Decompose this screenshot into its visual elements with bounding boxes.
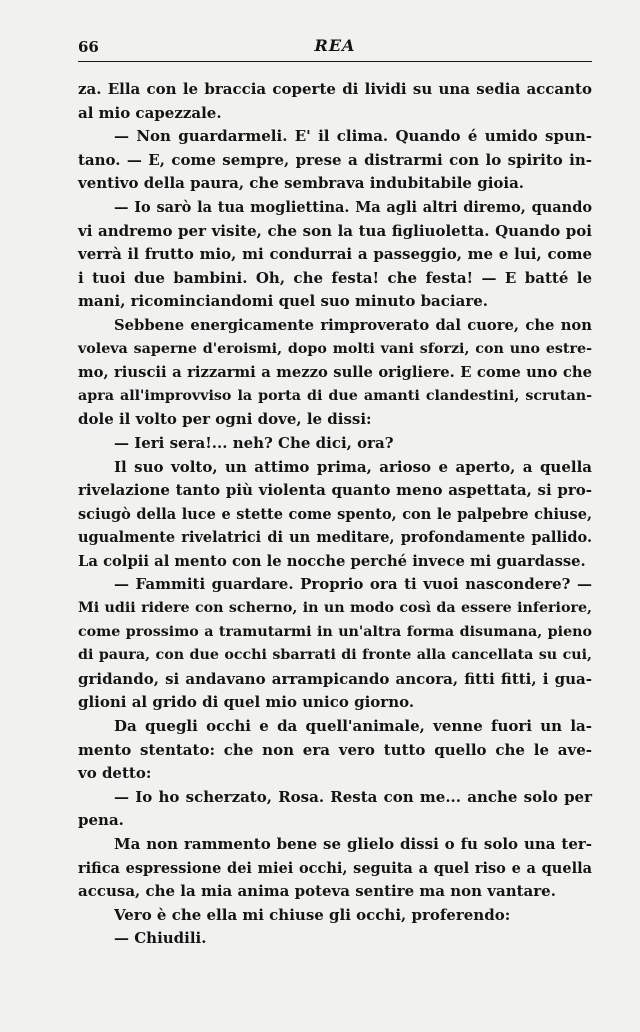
- text-line: Mi udii ridere con scherno, in un modo così da essere inferiore,: [78, 600, 592, 617]
- text-line: — Io sarò la tua mogliettina. Ma agli altri diremo, quando: [114, 198, 592, 216]
- text-line: accusa, che la mia anima poteva sentire ma non vantare.: [78, 882, 556, 901]
- paragraph: [78, 432, 592, 456]
- text-line: rivelazione tanto più violenta quanto meno aspettata, si pro-: [78, 481, 592, 500]
- text-line: — Io ho scherzato, Rosa. Resta con me... anche solo per: [114, 787, 592, 806]
- text-line: Il suo volto, un attimo prima, arioso e aperto, a quella: [114, 457, 592, 476]
- text-line: al mio capezzale.: [78, 103, 222, 122]
- text-line: mani, ricominciandomi quel suo minuto baciare.: [78, 292, 488, 311]
- paragraph: [78, 125, 592, 196]
- paragraph: [78, 196, 592, 314]
- paragraph: [78, 927, 592, 951]
- running-title: REA: [314, 36, 356, 55]
- text-line: — Non guardarmeli. E' il clima. Quando é umido spun-: [114, 127, 592, 146]
- text-line: Vero è che ella mi chiuse gli occhi, proferendo:: [114, 905, 511, 924]
- text-line: di paura, con due occhi sbarrati di fronte alla cancellata su cui,: [78, 647, 592, 664]
- text-line: tano. — E, come sempre, prese a distrarmi con lo spirito in-: [78, 150, 592, 169]
- text-line: sciugò della luce e stette come spento, con le palpebre chiuse,: [78, 505, 592, 523]
- page-number: 66: [78, 38, 99, 56]
- text-line: Ma non rammento bene se glielo dissi o fu solo una ter-: [114, 835, 592, 853]
- text-line: za. Ella con le braccia coperte di lividi su una sedia accanto: [78, 80, 592, 98]
- text-line: glioni al grido di quel mio unico giorno.: [78, 693, 415, 712]
- text-line: come prossimo a tramutarmi in un'altra forma disumana, pieno: [78, 623, 592, 640]
- body-text: [78, 78, 592, 951]
- paragraph: [78, 314, 592, 432]
- paragraph: [78, 573, 592, 715]
- text-line: voleva saperne d'eroismi, dopo molti vani sforzi, con uno estre-: [78, 340, 592, 357]
- header-rule: [78, 61, 592, 62]
- text-line: apra all'improvviso la porta di due amanti clandestini, scrutan-: [78, 387, 592, 404]
- text-line: Da quegli occhi e da quell'animale, venne fuori un la-: [114, 717, 592, 736]
- paragraph: [78, 786, 592, 833]
- text-line: pena.: [78, 811, 124, 830]
- text-line: i tuoi due bambini. Oh, che festa! che festa! — E batté le: [78, 268, 592, 287]
- text-line: vo detto:: [78, 764, 152, 783]
- paragraph: [78, 904, 592, 928]
- paragraph: [78, 715, 592, 786]
- text-line: ugualmente rivelatrici di un meditare, profondamente pallido.: [78, 529, 592, 547]
- page-header: [78, 34, 592, 64]
- text-line: gridando, si andavano arrampicando ancora, fitti fitti, i gua-: [78, 669, 592, 688]
- text-line: — Ieri sera!... neh? Che dici, ora?: [114, 433, 394, 452]
- paragraph: [78, 78, 592, 125]
- text-line: verrà il frutto mio, mi condurrai a passeggio, me e lui, come: [78, 245, 592, 264]
- text-line: ventivo della paura, che sembrava indubitabile gioia.: [78, 174, 525, 193]
- text-line: Sebbene energicamente rimproverato dal cuore, che non: [114, 316, 592, 334]
- text-line: rifica espressione dei miei occhi, seguita a quel riso e a quella: [78, 859, 592, 877]
- text-line: La colpii al mento con le nocche perché invece mi guardasse.: [78, 552, 586, 570]
- paragraph: [78, 456, 592, 574]
- text-line: dole il volto per ogni dove, le dissi:: [78, 410, 372, 429]
- paragraph: [78, 833, 592, 904]
- text-line: — Fammiti guardare. Proprio ora ti vuoi nascondere? —: [114, 575, 592, 594]
- text-line: vi andremo per visite, che son la tua figliuoletta. Quando poi: [78, 221, 592, 240]
- text-line: mento stentato: che non era vero tutto quello che le ave-: [78, 740, 592, 759]
- text-line: — Chiudili.: [114, 929, 207, 948]
- text-line: mo, riuscii a rizzarmi a mezzo sulle origliere. E come uno che: [78, 364, 592, 382]
